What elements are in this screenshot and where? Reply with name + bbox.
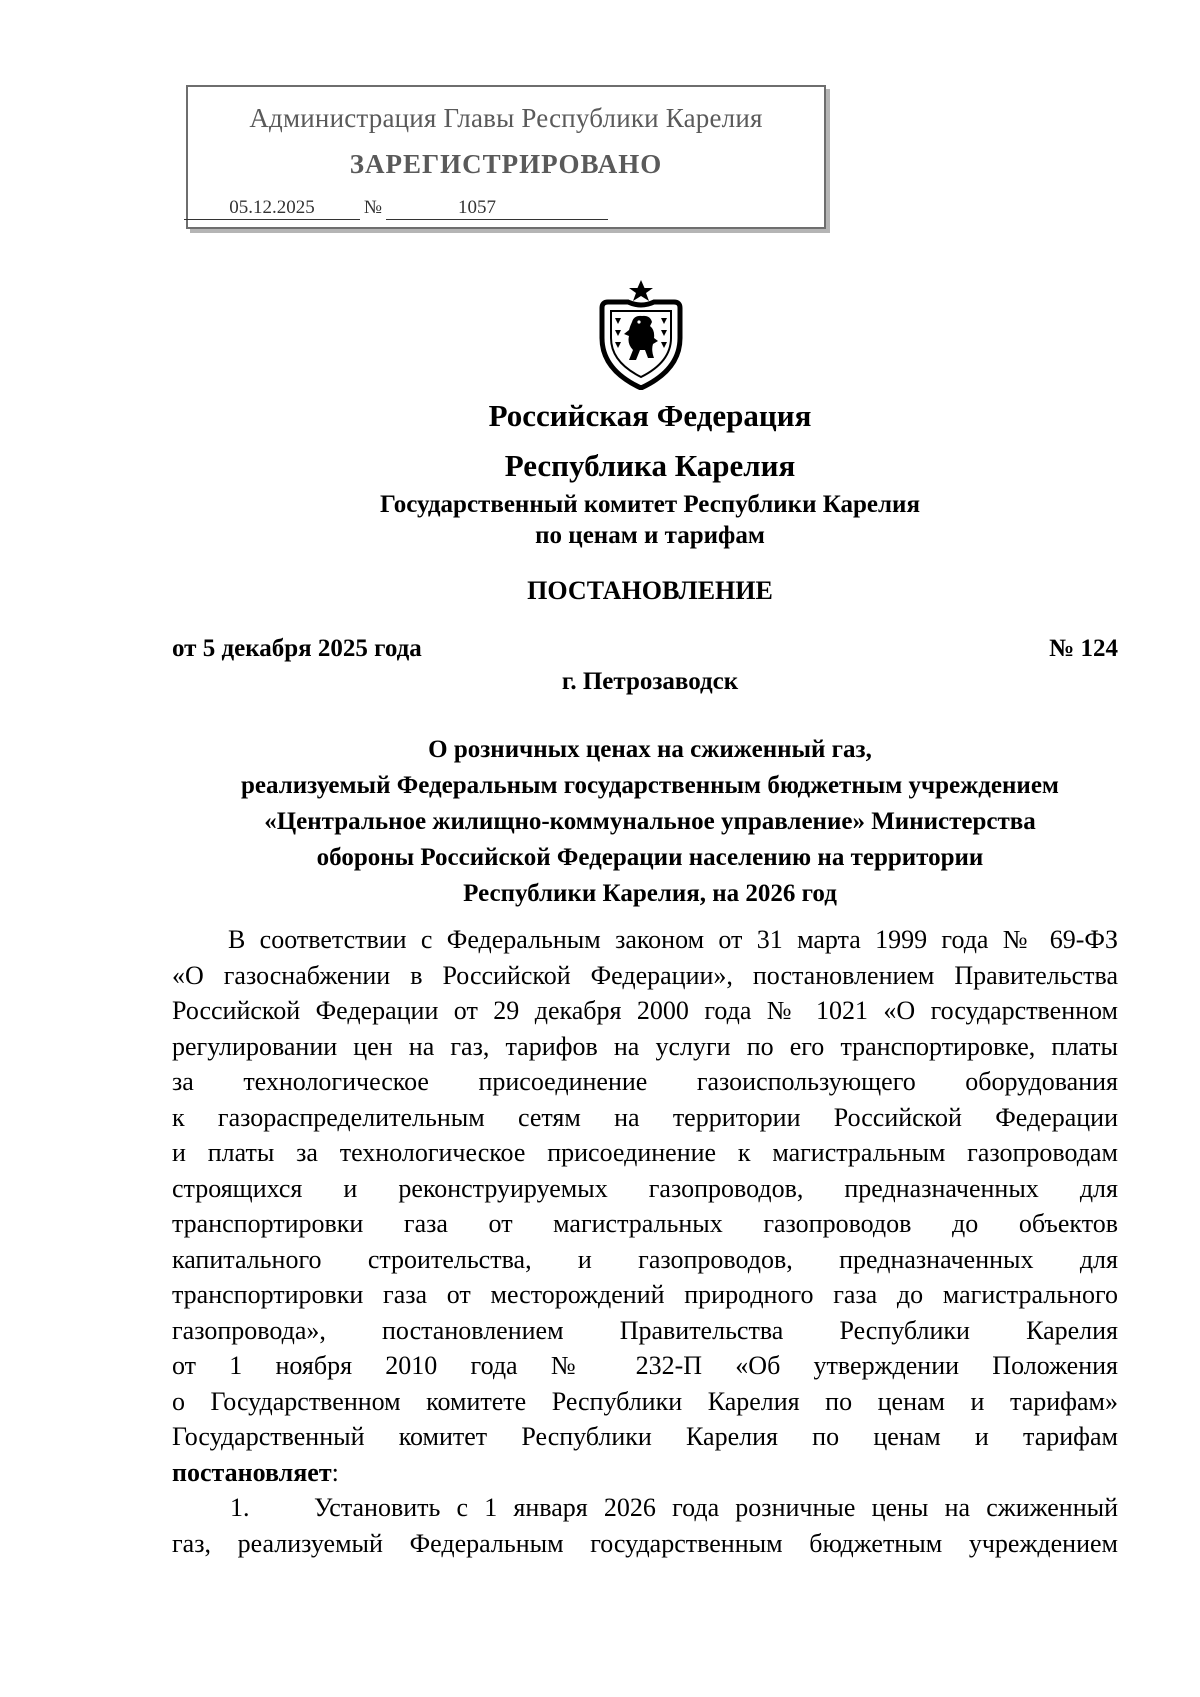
- body-line: строящихся и реконструируемых газопроводов, предназначенных для: [172, 1173, 1118, 1203]
- body-line: регулировании цен на газ, тарифов на услуги по его транспортировке, платы: [172, 1031, 1118, 1061]
- body-line: капитального строительства, и газопроводов, предназначенных для: [172, 1244, 1118, 1274]
- decree-colon: :: [331, 1457, 339, 1487]
- document-date: от 5 декабря 2025 года: [172, 635, 422, 662]
- body-line: от 1 ноября 2010 года № 232-П «Об утверждении Положения: [172, 1351, 1118, 1380]
- body-line: о Государственном комитете Республики Карелия по ценам и тарифам»: [172, 1386, 1118, 1416]
- title-line: О розничных ценах на сжиженный газ,: [428, 736, 872, 763]
- stamp-number: 1057: [386, 197, 608, 220]
- header-committee-line1: Государственный комитет Республики Карелия: [380, 491, 920, 518]
- body-line: газопровода», постановлением Правительства Республики Карелия: [172, 1315, 1118, 1345]
- item-1-line1: Установить с 1 января 2026 года розничные цены на сжиженный: [314, 1493, 1118, 1522]
- title-line: реализуемый Федеральным государственным бюджетным учреждением: [241, 772, 1059, 799]
- header-republic: Республика Карелия: [504, 448, 796, 483]
- document-number: № 124: [1049, 635, 1118, 662]
- header-committee-line2: по ценам и тарифам: [535, 522, 765, 549]
- decree-word: постановляет: [172, 1457, 332, 1487]
- registration-stamp: [186, 85, 826, 229]
- body-line: Государственный комитет Республики Карелия по ценам и тарифам: [172, 1422, 1118, 1451]
- document-body: [172, 922, 1118, 1561]
- decree-line: [172, 1455, 1118, 1491]
- stamp-number-sign: №: [363, 197, 383, 218]
- body-line: «О газоснабжении в Российской Федерации», постановлением Правительства: [172, 960, 1118, 990]
- stamp-date: 05.12.2025: [184, 197, 360, 220]
- item-1: [172, 1490, 1118, 1526]
- body-line: Российской Федерации от 29 декабря 2000 года № 1021 «О государственном: [172, 996, 1118, 1025]
- body-line: транспортировки газа от месторождений природного газа до магистрального: [172, 1280, 1118, 1309]
- document-city: г. Петрозаводск: [561, 668, 739, 695]
- body-line: и платы за технологическое присоединение к магистральным газопроводам: [172, 1138, 1118, 1167]
- karelia-coat-of-arms-icon: [598, 278, 684, 390]
- stamp-authority: Администрация Главы Республики Карелия: [249, 103, 763, 133]
- stamp-status: ЗАРЕГИСТРИРОВАНО: [349, 149, 663, 179]
- title-line: обороны Российской Федерации населению на территории: [316, 844, 984, 871]
- item-1-line2: газ, реализуемый Федеральным государственным бюджетным учреждением: [172, 1528, 1118, 1558]
- body-line: к газораспределительным сетям на территории Российской Федерации: [172, 1102, 1118, 1132]
- document-type: ПОСТАНОВЛЕНИЕ: [527, 576, 773, 605]
- title-line: «Центральное жилищно-коммунальное управление» Министерства: [264, 808, 1036, 835]
- title-line: Республики Карелия, на 2026 год: [463, 880, 837, 907]
- body-line: В соответствии с Федеральным законом от 31 марта 1999 года № 69-ФЗ: [228, 925, 1118, 954]
- header-country: Российская Федерация: [488, 398, 812, 433]
- body-line: за технологическое присоединение газоиспользующего оборудования: [172, 1067, 1118, 1096]
- document-title: [0, 732, 1200, 912]
- body-line: транспортировки газа от магистральных газопроводов до объектов: [172, 1209, 1118, 1238]
- item-1-number: 1.: [230, 1493, 250, 1522]
